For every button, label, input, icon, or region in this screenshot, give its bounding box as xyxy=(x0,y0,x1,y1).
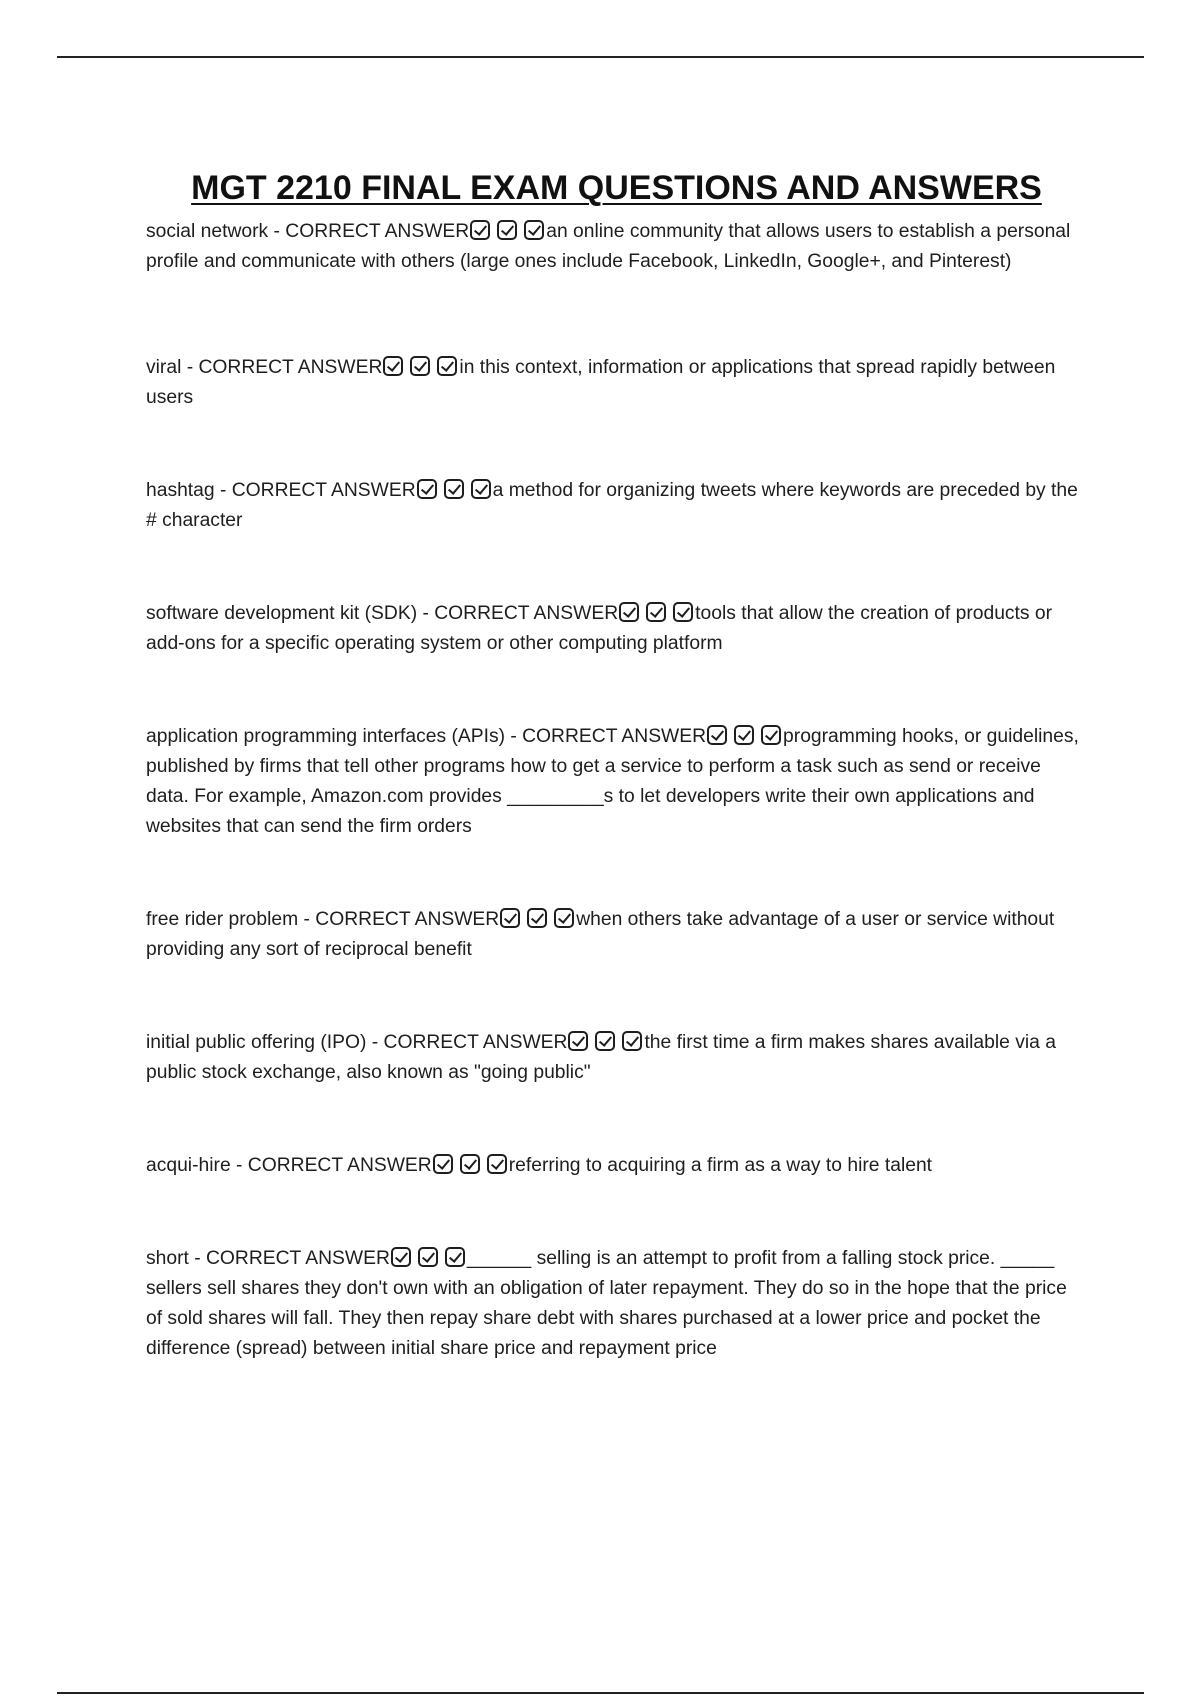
entry-definition: tools that allow the creation of products or add-ons for a specific operating system or other computing platform xyxy=(146,603,1053,654)
checkbox-checked-icon xyxy=(734,725,754,745)
entry-term: social network - CORRECT ANSWER xyxy=(146,221,470,242)
answer-checkmarks xyxy=(417,476,492,506)
qa-entry xyxy=(146,1028,1086,1088)
checkbox-checked-icon xyxy=(383,356,403,376)
checkbox-checked-icon xyxy=(471,479,491,499)
entry-term: software development kit (SDK) - CORRECT ANSWER xyxy=(146,603,619,624)
entry-definition: an online community that allows users to establish a personal profile and communicate with others (large ones include Facebook, LinkedIn, Google+, and Pinterest) xyxy=(146,221,1071,272)
entry-definition: the first time a firm makes shares available via a public stock exchange, also known as "going public" xyxy=(146,1032,1056,1083)
checkbox-checked-icon xyxy=(470,220,490,240)
qa-entry xyxy=(146,217,1086,277)
top-rule xyxy=(57,56,1144,58)
entry-term: initial public offering (IPO) - CORRECT ANSWER xyxy=(146,1032,568,1053)
answer-checkmarks xyxy=(383,353,458,383)
checkbox-checked-icon xyxy=(497,220,517,240)
qa-entry xyxy=(146,1244,1086,1364)
checkbox-checked-icon xyxy=(554,908,574,928)
checkbox-checked-icon xyxy=(500,908,520,928)
entry-term: application programming interfaces (APIs) - CORRECT ANSWER xyxy=(146,726,707,747)
answer-checkmarks xyxy=(433,1151,508,1181)
entry-definition: programming hooks, or guidelines, published by firms that tell other programs how to get a service to perform a task such as send or receive data. For example, Amazon.com provides _________s to let developers write their own applications and websites that can send the firm orders xyxy=(146,726,1079,837)
answer-checkmarks xyxy=(470,217,545,247)
qa-entry xyxy=(146,353,1086,413)
checkbox-checked-icon xyxy=(437,356,457,376)
answer-checkmarks xyxy=(391,1244,466,1274)
entry-definition: a method for organizing tweets where keywords are preceded by the # character xyxy=(146,480,1078,531)
checkbox-checked-icon xyxy=(527,908,547,928)
qa-entry xyxy=(146,722,1086,842)
bottom-rule xyxy=(57,1692,1144,1694)
checkbox-checked-icon xyxy=(433,1154,453,1174)
checkbox-checked-icon xyxy=(391,1247,411,1267)
qa-entry xyxy=(146,476,1086,536)
qa-entry xyxy=(146,599,1086,659)
entry-term: viral - CORRECT ANSWER xyxy=(146,357,383,378)
answer-checkmarks xyxy=(500,905,575,935)
answer-checkmarks xyxy=(707,722,782,752)
checkbox-checked-icon xyxy=(707,725,727,745)
checkbox-checked-icon xyxy=(673,602,693,622)
answer-checkmarks xyxy=(568,1028,643,1058)
checkbox-checked-icon xyxy=(410,356,430,376)
qa-list xyxy=(146,217,1086,1364)
checkbox-checked-icon xyxy=(487,1154,507,1174)
entry-term: free rider problem - CORRECT ANSWER xyxy=(146,909,500,930)
qa-entry xyxy=(146,905,1086,965)
entry-term: short - CORRECT ANSWER xyxy=(146,1248,390,1269)
checkbox-checked-icon xyxy=(646,602,666,622)
checkbox-checked-icon xyxy=(445,1247,465,1267)
checkbox-checked-icon xyxy=(568,1031,588,1051)
answer-checkmarks xyxy=(619,599,694,629)
checkbox-checked-icon xyxy=(444,479,464,499)
entry-definition: ______ selling is an attempt to profit from a falling stock price. _____ sellers sell shares they don't own with an obligation of later repayment. They do so in the hope that the price of sold shares will fall. They then repay share debt with shares purchased at a lower price and pocket the difference (spread) between initial share price and repayment price xyxy=(146,1248,1067,1359)
entry-term: acqui-hire - CORRECT ANSWER xyxy=(146,1155,432,1176)
qa-entry xyxy=(146,1151,1086,1181)
entry-definition: in this context, information or applications that spread rapidly between users xyxy=(146,357,1056,408)
checkbox-checked-icon xyxy=(761,725,781,745)
page-title: MGT 2210 FINAL EXAM QUESTIONS AND ANSWERS xyxy=(191,168,1042,207)
checkbox-checked-icon xyxy=(619,602,639,622)
checkbox-checked-icon xyxy=(417,479,437,499)
checkbox-checked-icon xyxy=(595,1031,615,1051)
entry-term: hashtag - CORRECT ANSWER xyxy=(146,480,416,501)
entry-definition: referring to acquiring a firm as a way to hire talent xyxy=(508,1155,933,1176)
checkbox-checked-icon xyxy=(460,1154,480,1174)
checkbox-checked-icon xyxy=(418,1247,438,1267)
checkbox-checked-icon xyxy=(622,1031,642,1051)
entry-definition: when others take advantage of a user or service without providing any sort of reciprocal benefit xyxy=(146,909,1055,960)
checkbox-checked-icon xyxy=(524,220,544,240)
